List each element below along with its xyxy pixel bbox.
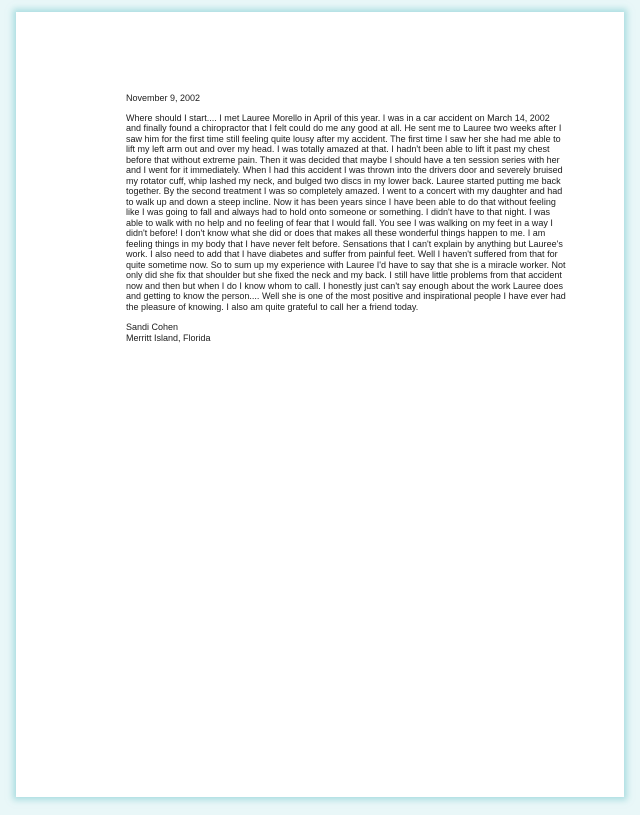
letter-date: November 9, 2002 xyxy=(126,93,201,103)
document-page xyxy=(16,12,624,797)
signature-name: Sandi Cohen xyxy=(126,322,179,332)
letter xyxy=(126,93,566,343)
letter-body: Where should I start.... I met Lauree Morello in April of this year. I was in a car accident on March 14, 2002 and finally found a chiropractor that I felt could do me any good at all. He sent me to Lauree two weeks after I saw him for the first time still feeling quite lousy after my accident. The first time I saw her she had me able to lift my left arm out and over my head. I was totally amazed at that. I hadn't been able to lift it past my chest before that without extreme pain. Then it was decided that maybe I should have a ten session series with her and I went for it immediately. When I had this accident I was thrown into the drivers door and severely bruised my rotator cuff, whip lashed my neck, and bulged two discs in my lower back. Lauree started putting me back together. By the second treatment I was so completely amazed. I went to a concert with my daughter and had to walk up and down a steep incline. Now it has been years since I have been able to do that without feeling like I was going to fall and always had to hold onto someone or something. I didn't have to that night. I was able to walk with no help and no feeling of fear that I would fall. You see I was walking on my feet in a way I didn't before! I don't know what she did or does that makes all these wonderful things happen to me. I am feeling things in my body that I have never felt before. Sensations that I can't explain by anything but Lauree's work. I also need to add that I have diabetes and suffer from painful feet. Well I haven't suffered from that for quite sometime now. So to sum up my experience with Lauree I'd have to say that she is a miracle worker. Not only did she fix that shoulder but she fixed the neck and my back. I still have little problems from that accident now and then but when I do I know whom to call. I honestly just can't say enough about the work Lauree does and getting to know the person.... Well she is one of the most positive and inspirational people I have ever had the pleasure of knowing. I also am quite grateful to call her a friend today. xyxy=(126,112,566,312)
signature-block xyxy=(126,322,566,343)
signature-location: Merritt Island, Florida xyxy=(126,332,211,343)
